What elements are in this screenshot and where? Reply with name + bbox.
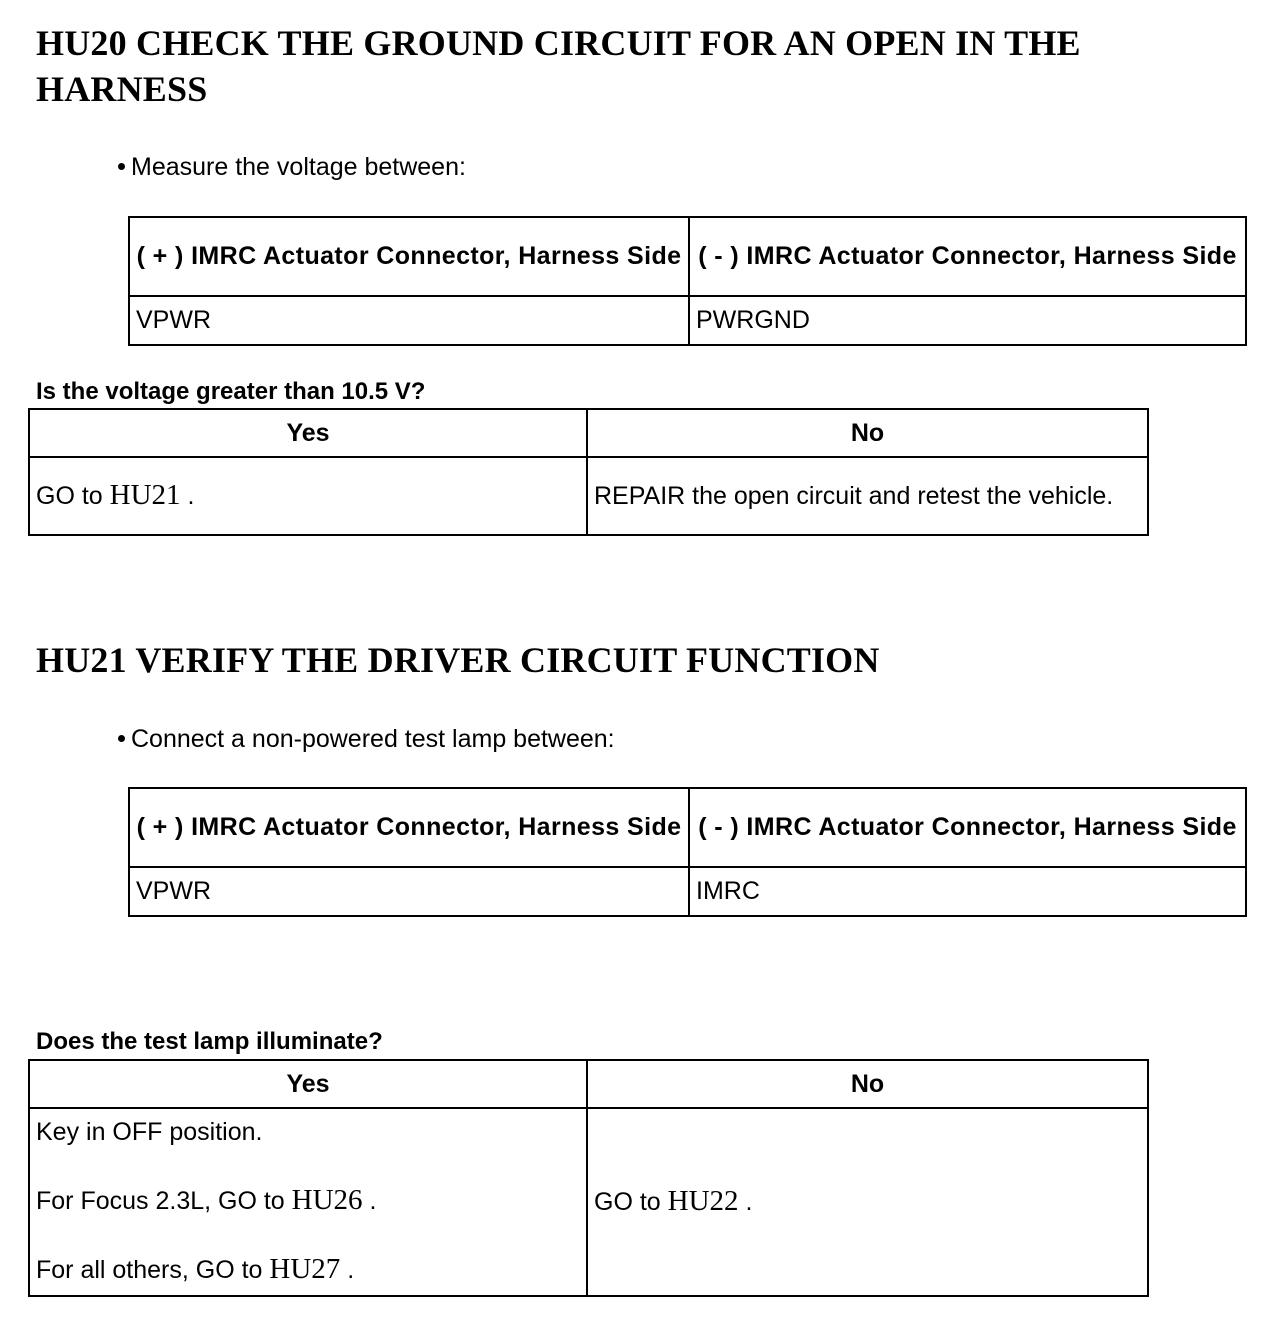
hu21-link[interactable]: HU21 bbox=[109, 479, 181, 511]
positive-connector-header: ( + ) IMRC Actuator Connector, Harness Side bbox=[129, 788, 689, 867]
section-hu20-title bbox=[36, 20, 1081, 112]
others-prefix: For all others, GO to bbox=[36, 1256, 263, 1284]
key-off-line: Key in OFF position. bbox=[36, 1118, 263, 1146]
table-row bbox=[129, 867, 1246, 916]
positive-connector-value: VPWR bbox=[129, 296, 689, 345]
no-cell: REPAIR the open circuit and retest the vehicle. bbox=[587, 457, 1148, 535]
hu20-connector-table bbox=[128, 216, 1247, 346]
bullet-icon bbox=[118, 735, 125, 742]
yes-cell bbox=[29, 1108, 587, 1296]
positive-connector-value: VPWR bbox=[129, 867, 689, 916]
hu20-question: Is the voltage greater than 10.5 V? bbox=[36, 378, 426, 405]
hu20-answer-table bbox=[28, 408, 1149, 536]
hu21-instruction bbox=[118, 724, 615, 754]
table-row bbox=[29, 457, 1148, 535]
focus-suffix: . bbox=[369, 1187, 377, 1215]
focus-line bbox=[36, 1183, 580, 1218]
table-row bbox=[129, 296, 1246, 345]
hu21-question: Does the test lamp illuminate? bbox=[36, 1028, 383, 1055]
hu21-instruction-text: Connect a non-powered test lamp between: bbox=[131, 725, 615, 753]
positive-connector-header: ( + ) IMRC Actuator Connector, Harness Side bbox=[129, 217, 689, 296]
hu20-instruction bbox=[118, 152, 466, 182]
hu21-connector-table bbox=[128, 787, 1247, 917]
hu22-link[interactable]: HU22 bbox=[667, 1185, 739, 1217]
bullet-icon bbox=[118, 163, 125, 170]
negative-connector-header: ( - ) IMRC Actuator Connector, Harness Side bbox=[689, 788, 1246, 867]
yes-suffix: . bbox=[187, 482, 195, 510]
focus-prefix: For Focus 2.3L, GO to bbox=[36, 1187, 285, 1215]
no-header: No bbox=[587, 409, 1148, 457]
yes-prefix: GO to bbox=[36, 482, 103, 510]
table-row bbox=[29, 1108, 1148, 1296]
yes-header: Yes bbox=[29, 409, 587, 457]
negative-connector-value: PWRGND bbox=[689, 296, 1246, 345]
section-hu21-title: HU21 VERIFY THE DRIVER CIRCUIT FUNCTION bbox=[36, 640, 880, 680]
no-cell bbox=[587, 1108, 1148, 1296]
hu27-link[interactable]: HU27 bbox=[269, 1253, 341, 1285]
yes-header: Yes bbox=[29, 1060, 587, 1108]
table-header-row bbox=[129, 217, 1246, 296]
table-header-row bbox=[29, 409, 1148, 457]
negative-connector-header: ( - ) IMRC Actuator Connector, Harness Side bbox=[689, 217, 1246, 296]
no-prefix: GO to bbox=[594, 1188, 661, 1216]
others-suffix: . bbox=[347, 1256, 355, 1284]
no-header: No bbox=[587, 1060, 1148, 1108]
hu26-link[interactable]: HU26 bbox=[291, 1184, 363, 1216]
all-others-line bbox=[36, 1252, 580, 1287]
negative-connector-value: IMRC bbox=[689, 867, 1246, 916]
section-hu20-title-line2: HARNESS bbox=[36, 69, 208, 109]
table-header-row bbox=[29, 1060, 1148, 1108]
table-header-row bbox=[129, 788, 1246, 867]
yes-cell bbox=[29, 457, 587, 535]
hu20-instruction-text: Measure the voltage between: bbox=[131, 153, 466, 181]
hu21-answer-table bbox=[28, 1059, 1149, 1297]
no-suffix: . bbox=[745, 1188, 753, 1216]
section-hu20-title-line1: HU20 CHECK THE GROUND CIRCUIT FOR AN OPEN IN THE bbox=[36, 23, 1081, 63]
